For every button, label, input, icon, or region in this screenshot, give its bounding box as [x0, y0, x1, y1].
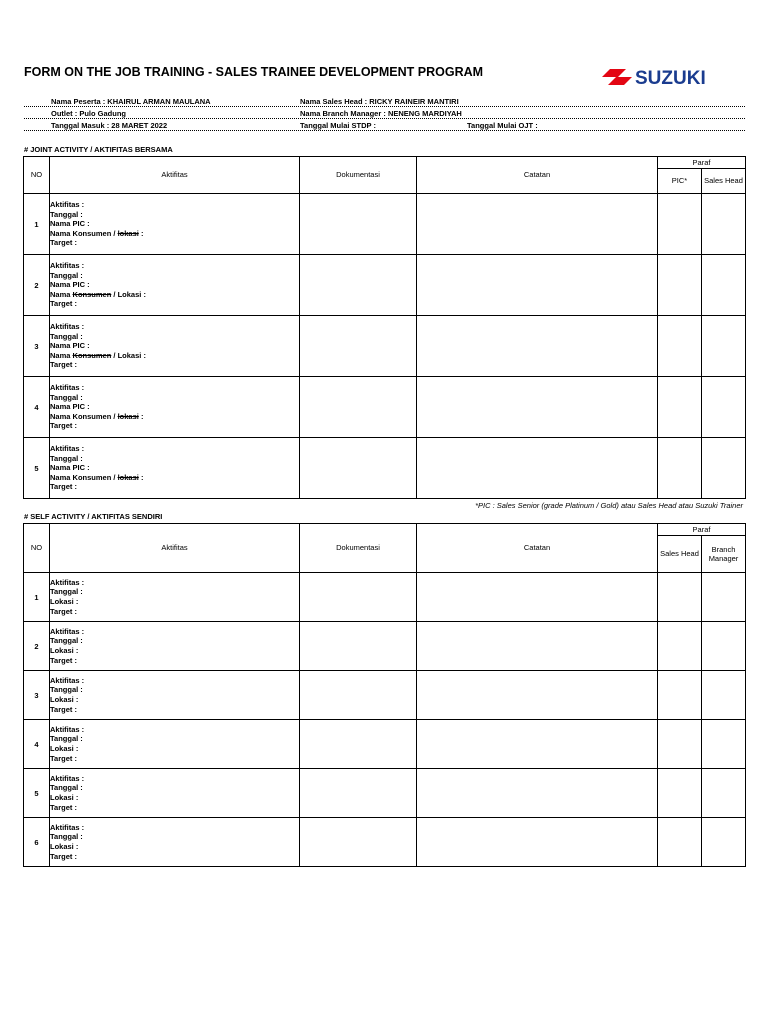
label-konsumen: Konsumen: [72, 411, 112, 421]
label-slash: /: [113, 350, 116, 360]
paraf-sales-head-cell[interactable]: [702, 438, 746, 499]
label-konsumen: Konsumen: [72, 228, 112, 238]
aktifitas-cell: [50, 720, 300, 769]
catatan-cell[interactable]: [417, 671, 658, 720]
self-activity-table: [23, 523, 746, 867]
field-tanggal: Tanggal :: [50, 331, 83, 341]
field-tanggal: Tanggal :: [50, 783, 83, 793]
dokumentasi-cell[interactable]: [300, 377, 417, 438]
field-lokasi: Lokasi :: [50, 646, 79, 655]
label-nama: Nama: [50, 411, 71, 421]
paraf-pic-cell[interactable]: [658, 255, 702, 316]
table-row: [24, 316, 746, 377]
paraf-sales-head-cell[interactable]: [658, 769, 702, 818]
field-aktifitas: Aktifitas :: [50, 773, 85, 783]
info-row-3: [24, 121, 745, 131]
field-lokasi: Lokasi :: [50, 695, 79, 704]
paraf-branch-manager-cell[interactable]: [702, 573, 746, 622]
dokumentasi-cell[interactable]: [300, 720, 417, 769]
catatan-cell[interactable]: [417, 255, 658, 316]
field-aktifitas: Aktifitas :: [50, 383, 85, 393]
catatan-cell[interactable]: [417, 377, 658, 438]
field-lokasi: Lokasi :: [50, 597, 79, 606]
field-aktifitas: Aktifitas :: [50, 724, 85, 734]
field-aktifitas: Aktifitas :: [50, 322, 85, 332]
paraf-sales-head-cell[interactable]: [658, 671, 702, 720]
label-lokasi: lokasi: [117, 411, 139, 421]
paraf-branch-manager-cell[interactable]: [702, 769, 746, 818]
col-pic: PIC*: [658, 169, 702, 194]
label-colon: :: [140, 411, 144, 421]
dokumentasi-cell[interactable]: [300, 622, 417, 671]
field-nama-pic: Nama PIC :: [50, 341, 90, 351]
field-target: Target :: [50, 482, 77, 492]
field-nama-pic: Nama PIC :: [50, 463, 90, 473]
nama-branch-manager: Nama Branch Manager : NENENG MARDIYAH: [300, 109, 462, 118]
paraf-sales-head-cell[interactable]: [702, 377, 746, 438]
field-tanggal: Tanggal :: [50, 392, 83, 402]
field-target: Target :: [50, 238, 77, 248]
row-number: 5: [24, 769, 50, 818]
field-nama-konsumen-lokasi: [50, 412, 299, 422]
aktifitas-cell: [50, 769, 300, 818]
row-number: 4: [24, 377, 50, 438]
paraf-pic-cell[interactable]: [658, 316, 702, 377]
dokumentasi-cell[interactable]: [300, 255, 417, 316]
row-number: 3: [24, 671, 50, 720]
row-number: 6: [24, 818, 50, 867]
nama-peserta: Nama Peserta : KHAIRUL ARMAN MAULANA: [51, 97, 211, 106]
field-tanggal: Tanggal :: [50, 734, 83, 744]
col-sales-head: Sales Head: [658, 536, 702, 573]
catatan-cell[interactable]: [417, 316, 658, 377]
field-target: Target :: [50, 655, 77, 665]
paraf-pic-cell[interactable]: [658, 438, 702, 499]
col-aktifitas: Aktifitas: [50, 157, 300, 194]
dokumentasi-cell[interactable]: [300, 573, 417, 622]
col-catatan: Catatan: [417, 524, 658, 573]
row-number: 4: [24, 720, 50, 769]
catatan-cell[interactable]: [417, 818, 658, 867]
col-aktifitas: Aktifitas: [50, 524, 300, 573]
label-lokasi: lokasi: [117, 472, 139, 482]
aktifitas-cell: [50, 438, 300, 499]
tanggal-mulai-ojt: Tanggal Mulai OJT :: [467, 121, 538, 130]
field-aktifitas: Aktifitas :: [50, 822, 85, 832]
paraf-pic-cell[interactable]: [658, 194, 702, 255]
dokumentasi-cell[interactable]: [300, 316, 417, 377]
field-tanggal: Tanggal :: [50, 832, 83, 842]
catatan-cell[interactable]: [417, 194, 658, 255]
row-number: 3: [24, 316, 50, 377]
label-nama: Nama: [50, 472, 71, 482]
field-nama-pic: Nama PIC :: [50, 280, 90, 290]
label-slash: /: [113, 228, 116, 238]
label-colon: :: [143, 289, 146, 299]
dokumentasi-cell[interactable]: [300, 194, 417, 255]
field-tanggal: Tanggal :: [50, 209, 83, 219]
dokumentasi-cell[interactable]: [300, 438, 417, 499]
form-title: FORM ON THE JOB TRAINING - SALES TRAINEE DEVELOPMENT PROGRAM: [24, 65, 484, 79]
field-target: Target :: [50, 299, 77, 309]
col-paraf: Paraf: [658, 524, 746, 536]
label-colon: :: [140, 228, 144, 238]
row-number: 2: [24, 255, 50, 316]
field-target: Target :: [50, 606, 77, 616]
paraf-sales-head-cell[interactable]: [702, 316, 746, 377]
table-row: [24, 438, 746, 499]
field-nama-konsumen-lokasi: [50, 473, 299, 483]
aktifitas-cell: [50, 671, 300, 720]
table-row: [24, 194, 746, 255]
col-paraf: Paraf: [658, 157, 746, 169]
dokumentasi-cell[interactable]: [300, 769, 417, 818]
dokumentasi-cell[interactable]: [300, 671, 417, 720]
field-nama-konsumen-lokasi: [50, 351, 299, 361]
label-slash: /: [113, 472, 116, 482]
outlet: Outlet : Pulo Gadung: [51, 109, 126, 118]
col-catatan: Catatan: [417, 157, 658, 194]
field-lokasi: Lokasi :: [50, 842, 79, 851]
aktifitas-cell: [50, 818, 300, 867]
row-number: 5: [24, 438, 50, 499]
field-aktifitas: Aktifitas :: [50, 200, 85, 210]
tanggal-masuk: Tanggal Masuk : 28 MARET 2022: [51, 121, 168, 130]
label-lokasi: Lokasi: [117, 289, 142, 299]
field-aktifitas: Aktifitas :: [50, 444, 85, 454]
field-tanggal: Tanggal :: [50, 685, 83, 695]
field-aktifitas: Aktifitas :: [50, 626, 85, 636]
catatan-cell[interactable]: [417, 622, 658, 671]
field-nama-konsumen-lokasi: [50, 229, 299, 239]
catatan-cell[interactable]: [417, 720, 658, 769]
label-colon: :: [140, 472, 144, 482]
field-tanggal: Tanggal :: [50, 453, 83, 463]
label-slash: /: [113, 411, 116, 421]
aktifitas-cell: [50, 255, 300, 316]
paraf-sales-head-cell[interactable]: [702, 255, 746, 316]
paraf-sales-head-cell[interactable]: [702, 194, 746, 255]
joint-activity-heading: # JOINT ACTIVITY / AKTIFITAS BERSAMA: [24, 145, 173, 154]
table-row: [24, 720, 746, 769]
dokumentasi-cell[interactable]: [300, 818, 417, 867]
paraf-sales-head-cell[interactable]: [658, 573, 702, 622]
aktifitas-cell: [50, 573, 300, 622]
field-target: Target :: [50, 753, 77, 763]
paraf-branch-manager-cell[interactable]: [702, 671, 746, 720]
table-row: [24, 671, 746, 720]
table-row: [24, 622, 746, 671]
label-nama: Nama: [50, 228, 71, 238]
label-lokasi: Lokasi: [117, 350, 142, 360]
label-konsumen: Konsumen: [72, 350, 112, 360]
field-nama-pic: Nama PIC :: [50, 219, 90, 229]
col-no: NO: [24, 157, 50, 194]
info-row-1: [24, 97, 745, 107]
label-nama: Nama: [50, 289, 71, 299]
self-activity-heading: # SELF ACTIVITY / AKTIFITAS SENDIRI: [24, 512, 163, 521]
catatan-cell[interactable]: [417, 573, 658, 622]
field-aktifitas: Aktifitas :: [50, 675, 85, 685]
field-tanggal: Tanggal :: [50, 270, 83, 280]
field-nama-konsumen-lokasi: [50, 290, 299, 300]
table-row: [24, 769, 746, 818]
aktifitas-cell: [50, 622, 300, 671]
col-no: NO: [24, 524, 50, 573]
field-tanggal: Tanggal :: [50, 636, 83, 646]
col-dokumentasi: Dokumentasi: [300, 524, 417, 573]
paraf-branch-manager-cell[interactable]: [702, 720, 746, 769]
row-number: 1: [24, 194, 50, 255]
field-target: Target :: [50, 851, 77, 861]
suzuki-logo: [600, 64, 735, 90]
label-slash: /: [113, 289, 116, 299]
field-target: Target :: [50, 421, 77, 431]
field-aktifitas: Aktifitas :: [50, 261, 85, 271]
row-number: 1: [24, 573, 50, 622]
aktifitas-cell: [50, 194, 300, 255]
field-nama-pic: Nama PIC :: [50, 402, 90, 412]
tanggal-mulai-stdp: Tanggal Mulai STDP :: [300, 121, 376, 130]
label-nama: Nama: [50, 350, 71, 360]
paraf-branch-manager-cell[interactable]: [702, 818, 746, 867]
label-konsumen: Konsumen: [72, 472, 112, 482]
field-target: Target :: [50, 360, 77, 370]
pic-footnote: *PIC : Sales Senior (grade Platinum / Gold) atau Sales Head atau Suzuki Trainer: [475, 501, 743, 510]
field-lokasi: Lokasi :: [50, 744, 79, 753]
catatan-cell[interactable]: [417, 769, 658, 818]
col-dokumentasi: Dokumentasi: [300, 157, 417, 194]
paraf-pic-cell[interactable]: [658, 377, 702, 438]
paraf-sales-head-cell[interactable]: [658, 622, 702, 671]
field-lokasi: Lokasi :: [50, 793, 79, 802]
table-row: [24, 573, 746, 622]
field-target: Target :: [50, 704, 77, 714]
field-tanggal: Tanggal :: [50, 587, 83, 597]
table-row: [24, 818, 746, 867]
label-lokasi: lokasi: [117, 228, 139, 238]
paraf-branch-manager-cell[interactable]: [702, 622, 746, 671]
col-sales-head: Sales Head: [702, 169, 746, 194]
row-number: 2: [24, 622, 50, 671]
suzuki-logo-text: SUZUKI: [635, 68, 706, 89]
nama-sales-head: Nama Sales Head : RICKY RAINEIR MANTIRI: [300, 97, 459, 106]
field-aktifitas: Aktifitas :: [50, 577, 85, 587]
table-row: [24, 255, 746, 316]
catatan-cell[interactable]: [417, 438, 658, 499]
aktifitas-cell: [50, 377, 300, 438]
paraf-sales-head-cell[interactable]: [658, 720, 702, 769]
label-colon: :: [143, 350, 146, 360]
info-row-2: [24, 109, 745, 119]
joint-activity-table: [23, 156, 746, 499]
aktifitas-cell: [50, 316, 300, 377]
label-konsumen: Konsumen: [72, 289, 112, 299]
table-row: [24, 377, 746, 438]
field-target: Target :: [50, 802, 77, 812]
col-branch-manager: Branch Manager: [702, 536, 746, 573]
paraf-sales-head-cell[interactable]: [658, 818, 702, 867]
